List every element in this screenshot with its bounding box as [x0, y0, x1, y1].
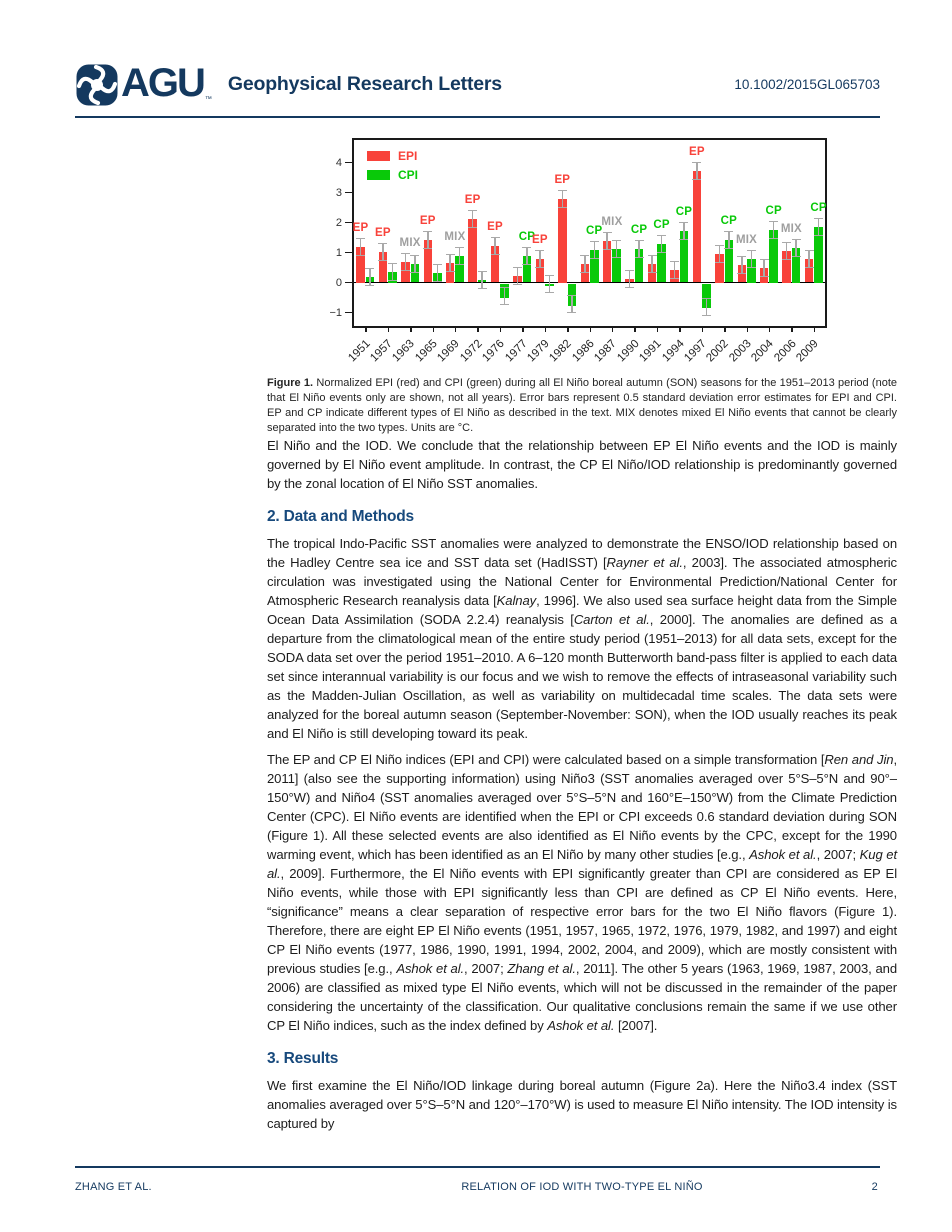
event-label-1982: EP: [554, 173, 571, 186]
y-tick-3: [345, 192, 353, 194]
error-bar-epi-2009: [805, 250, 814, 268]
error-bar-cpi-1972: [478, 271, 487, 289]
y-axis-label-2: 2: [335, 216, 342, 229]
journal-title: Geophysical Research Letters: [227, 72, 502, 95]
results-paragraph-1: We first examine the El Niño/IOD linkage during boreal autumn (Figure 2a). Here the Niño3.4 index (SST anomalies averaged over 5°S–5°N and 120°–170°W) is used to measure El Niño intensity. The IOD intensity is captured by: [267, 1078, 897, 1131]
x-tick-1957: [388, 328, 390, 332]
error-bar-cpi-1969: [455, 247, 464, 265]
y-axis-label-1: 1: [335, 246, 342, 259]
error-bar-epi-1997: [692, 162, 701, 180]
error-bar-epi-1977: [513, 267, 522, 285]
legend-item-epi: [367, 149, 418, 163]
y-axis-label-3: 3: [335, 186, 342, 199]
error-bar-epi-1979: [535, 250, 544, 268]
x-tick-1991: [657, 328, 659, 332]
event-label-1994: CP: [675, 205, 693, 218]
error-bar-cpi-1979: [545, 275, 554, 293]
data-methods-paragraph-1: The tropical Indo-Pacific SST anomalies were analyzed to demonstrate the ENSO/IOD relationship based on the Hadley Centre sea ice and SST data set (HadISST) [Rayner et al., 2003]. The associated atmospheric circulation was investigated using the National Center for Environmental Prediction/National Center for Atmospheric Research reanalysis data [Kalnay, 1996]. We also used sea surface height data from the Simple Ocean Data Assimilation (SODA 2.2.4) reanalysis [Carton et al., 2000]. The anomalies are defined as a departure from the climatological mean of the entire study period (1951–2013) for all data sets, except for the SODA data set over the period 1951–2010. A 6–120 month Butterworth band-pass filter is applied to each data set since interannual variability is our focus and we wish to remove the effects of intraseasonal variability such as the Madden-Julian Oscillation, as well as variability on multidecadal time scales. The data sets were analyzed for the boreal autumn season (September-November: SON), when the IOD usually reaches its peak and El Niño is still developing toward its peak.: [267, 536, 898, 741]
event-label-1991: CP: [653, 219, 670, 232]
y-axis-label-4: 4: [335, 156, 342, 169]
figure1-caption-label: Figure 1.: [267, 377, 314, 389]
error-bar-cpi-1976: [500, 287, 509, 305]
y-tick-4: [345, 162, 353, 164]
event-label-2004: CP: [765, 205, 782, 217]
x-tick-1965: [433, 328, 435, 332]
error-bar-cpi-2009: [814, 218, 823, 236]
event-label-2009: CP: [810, 202, 827, 214]
error-bar-epi-2006: [782, 242, 791, 260]
footer-row: [75, 1181, 880, 1195]
event-label-2003: MIX: [735, 233, 758, 246]
error-bar-cpi-1990: [635, 240, 644, 258]
x-tick-2009: [814, 328, 816, 332]
error-bar-cpi-1977: [522, 247, 531, 265]
x-tick-2006: [791, 328, 793, 332]
event-label-1965: EP: [419, 214, 436, 227]
error-bar-epi-1957: [378, 243, 387, 261]
error-bar-epi-2003: [737, 256, 746, 274]
event-label-1987: MIX: [601, 216, 623, 229]
event-label-1990: CP: [630, 223, 648, 236]
error-bar-cpi-1951: [365, 268, 374, 286]
event-label-1972: EP: [464, 193, 481, 206]
x-tick-1997: [702, 328, 704, 332]
x-tick-1969: [455, 328, 457, 332]
x-tick-1986: [590, 328, 592, 332]
section-heading-data-methods: 2. Data and Methods: [267, 508, 414, 525]
error-bar-epi-2004: [760, 259, 769, 277]
x-tick-1951: [365, 328, 367, 332]
error-bar-epi-1963: [401, 253, 410, 271]
event-label-1969: MIX: [444, 231, 466, 244]
event-label-1986: CP: [586, 224, 603, 237]
x-tick-1990: [634, 328, 636, 332]
section-heading-results: 3. Results: [267, 1050, 339, 1067]
error-bar-epi-1965: [423, 231, 432, 249]
error-bar-cpi-2002: [724, 231, 733, 249]
chart-legend: [367, 149, 418, 187]
error-bar-epi-1990: [625, 270, 634, 288]
agu-logo: [75, 61, 212, 107]
x-tick-1982: [567, 328, 569, 332]
legend-item-cpi: [367, 168, 418, 182]
figure1: [75, 138, 898, 436]
legend-label-epi: EPI: [398, 149, 418, 163]
error-bar-cpi-1997: [702, 298, 711, 316]
y-axis-label-−1: −1: [329, 306, 342, 319]
event-label-1963: MIX: [399, 237, 421, 250]
error-bar-cpi-2006: [792, 239, 801, 257]
error-bar-cpi-1986: [590, 241, 599, 259]
error-bar-epi-1951: [356, 238, 365, 256]
error-bar-epi-1991: [648, 255, 657, 273]
error-bar-epi-1986: [580, 255, 589, 273]
event-label-1977: CP: [518, 231, 536, 244]
x-tick-1979: [545, 328, 547, 332]
x-tick-1972: [477, 328, 479, 332]
event-label-2006: MIX: [780, 223, 802, 235]
doi-text: 10.1002/2015GL065703: [734, 76, 880, 92]
error-bar-cpi-1994: [679, 222, 688, 240]
agu-trademark: ™: [204, 96, 212, 103]
bar-epi-1997: [693, 171, 702, 283]
figure1-caption: [267, 376, 897, 436]
x-tick-1976: [500, 328, 502, 332]
error-bar-cpi-1991: [657, 235, 666, 253]
journal-header: [75, 56, 880, 112]
legend-swatch-cpi: [367, 170, 390, 180]
figure1-caption-text: Normalized EPI (red) and CPI (green) during all El Niño boreal autumn (SON) seasons for the 1951–2013 period (note that El Niño events only are shown, not all years). Error bars represent 0.5 standard deviation error estimates for EPI and CPI. EP and CP indicate different types of El Niño as described in the text. MIX denotes mixed El Niño events that cannot be clearly separated into the two types. Units are °C.: [267, 377, 898, 434]
agu-knot-icon: [75, 63, 119, 107]
x-tick-2004: [769, 328, 771, 332]
event-label-1976: EP: [487, 220, 503, 233]
y-tick-−1: [345, 312, 353, 314]
error-bar-epi-1982: [558, 190, 567, 208]
event-label-1997: EP: [689, 145, 705, 158]
error-bar-cpi-1957: [388, 263, 397, 281]
y-tick-1: [345, 252, 353, 254]
x-tick-1963: [410, 328, 412, 332]
event-label-1951: EP: [352, 221, 369, 234]
figure1-chart: EP EP MIX EP MIX EP EP CP EP EP CP MIX CP CP CP EP CP MIX CP MIX CP EPI CPI 1951 1957 1963 1965 1969 1972 1976 1977 1979 1982 1986 1987 1990 1991 1994 1997 2002 2003 2004 2006 2009 4 3 2 1 0 −1: [320, 138, 840, 362]
error-bar-cpi-1963: [410, 255, 419, 273]
event-label-2002: CP: [720, 214, 738, 227]
figure1-plot: [352, 138, 827, 328]
article-body: [267, 436, 897, 1133]
error-bar-cpi-1987: [612, 240, 621, 258]
footer-running-title: RELATION OF IOD WITH TWO-TYPE EL NIÑO: [461, 1180, 703, 1193]
error-bar-epi-2002: [715, 245, 724, 263]
error-bar-cpi-2004: [769, 221, 778, 239]
error-bar-epi-1972: [468, 210, 477, 228]
error-bar-epi-1969: [446, 254, 455, 272]
footer-rule: [75, 1166, 880, 1168]
bar-epi-1982: [558, 199, 567, 283]
x-tick-1987: [612, 328, 614, 332]
event-label-1979: EP: [532, 234, 548, 247]
error-bar-cpi-2003: [747, 250, 756, 268]
event-label-1957: EP: [375, 226, 391, 239]
error-bar-cpi-1982: [567, 295, 576, 313]
error-bar-cpi-1965: [433, 264, 442, 282]
error-bar-epi-1976: [491, 237, 500, 255]
error-bar-epi-1994: [670, 261, 679, 279]
y-tick-0: [345, 282, 353, 284]
legend-swatch-epi: [367, 151, 390, 161]
x-tick-2002: [724, 328, 726, 332]
y-tick-2: [345, 222, 353, 224]
footer-authors: ZHANG ET AL.: [75, 1180, 152, 1193]
intro-paragraph: El Niño and the IOD. We conclude that the relationship between EP El Niño events and the IOD is mainly governed by El Niño event amplitude. In contrast, the CP El Niño/IOD relationship is predominantly governed by the zonal location of El Niño SST anomalies.: [267, 438, 897, 491]
y-axis-label-0: 0: [335, 276, 342, 289]
data-methods-paragraph-2: The EP and CP El Niño indices (EPI and CPI) were calculated based on a simple transformation [Ren and Jin, 2011] (also see the supporting information) using Niño3 (SST anomalies averaged over 5°S–5°N and 90°–150°W) and Niño4 (SST anomalies averaged over 5°S–5°N and 160°E–150°W) from the Climate Prediction Center (CPC). El Niño events are identified when the EPI or CPI exceeds 0.6 standard deviation during SON (Figure 1). All these selected events are also identified as El Niño events by the CPC, except for the 1990 warming event, which has been identified as an El Niño by many other studies [e.g., Ashok et al., 2007; Kug et al., 2009]. Furthermore, the El Niño events with EPI significantly greater than CPI are considered as EP El Niño events, while those with EPI significantly less than CPI are defined as CP El Niño events. Here, “significance” means a clear separation of respective error bars for the two El Niño flavors (Figure 1). Therefore, there are eight EP El Niño events (1951, 1957, 1965, 1972, 1976, 1979, 1982, and 1997) and eight CP El Niño events (1977, 1986, 1990, 1991, 1994, 2002, 2004, and 2009), which are mostly consistent with previous studies [e.g., Ashok et al., 2007; Zhang et al., 2011]. The other 5 years (1963, 1969, 1987, 2003, and 2006) are classified as mixed type El Niño events, which will not be discussed in the remainder of the paper considering the uncertainty of the classification. Our qualitative conclusions remain the same if we use other CP El Niño indices, such as the index defined by Ashok et al. [2007].: [267, 752, 898, 1033]
x-tick-1977: [522, 328, 524, 332]
page-footer: [75, 1166, 880, 1195]
agu-logo-text: AGU: [121, 61, 204, 105]
x-tick-2003: [747, 328, 749, 332]
x-tick-1994: [679, 328, 681, 332]
bar-epi-1972: [468, 219, 477, 283]
legend-label-cpi: CPI: [398, 168, 419, 182]
error-bar-epi-1987: [603, 232, 612, 250]
footer-page-number: 2: [871, 1180, 878, 1193]
header-rule: [75, 116, 880, 118]
